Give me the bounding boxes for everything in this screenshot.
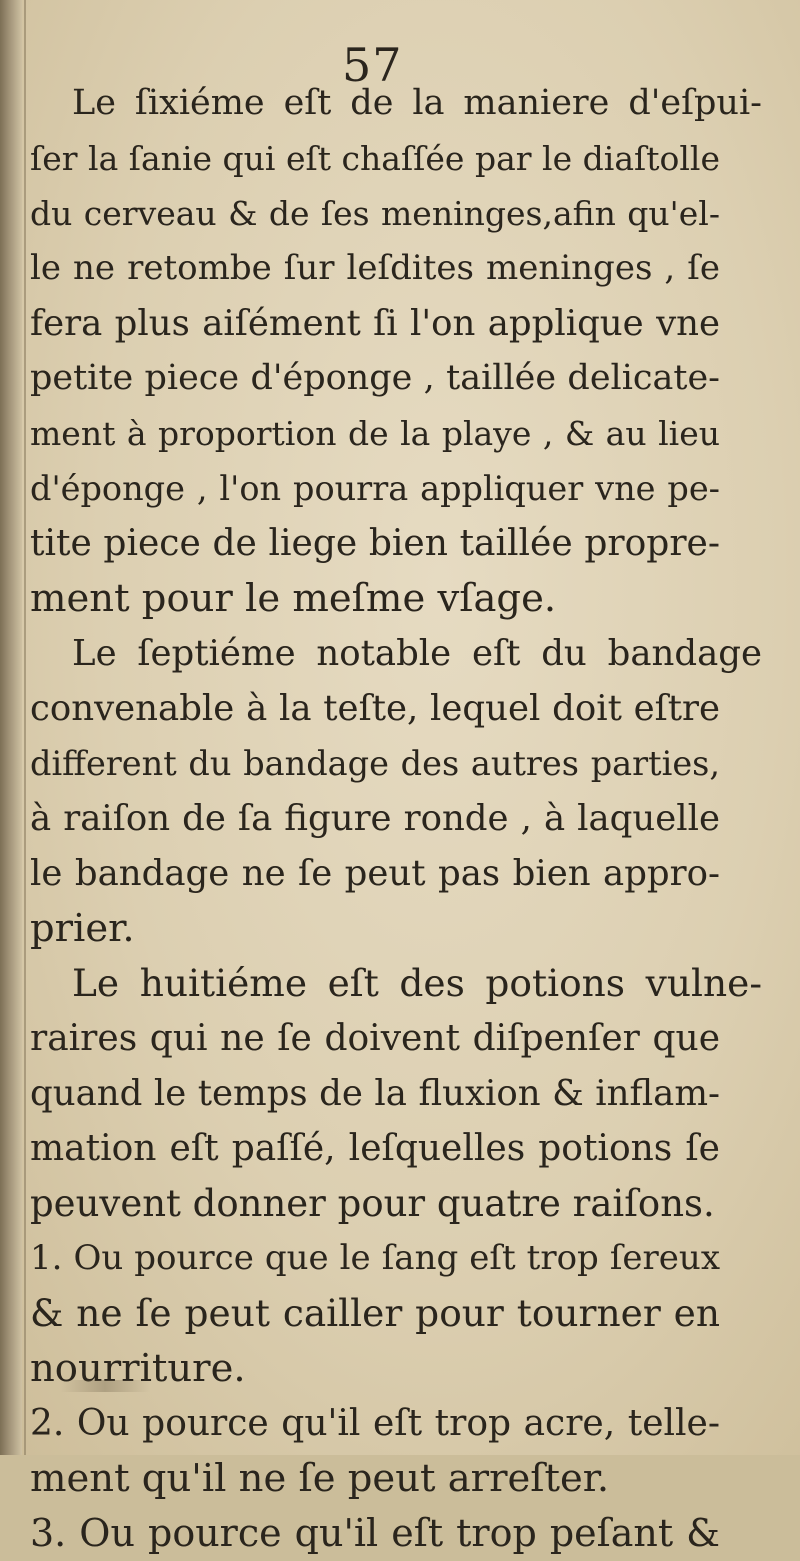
- text-line: mation eſt paſſé, leſquelles potions ſe: [30, 1128, 720, 1169]
- text-line: petite piece d'éponge , taillée delicate-: [30, 358, 720, 398]
- text-line: d'éponge , l'on pourra appliquer vne pe-: [30, 469, 720, 508]
- text-line: convenable à la teſte, lequel doit eſtre: [30, 688, 720, 729]
- text-line: nourriture.: [30, 1346, 246, 1391]
- text-line: peuvent donner pour quatre raiſons.: [30, 1182, 715, 1225]
- text-line: ment pour le meſme vſage.: [30, 576, 557, 621]
- body-text: [30, 76, 762, 1561]
- text-line: le bandage ne ſe peut pas bien appro-: [30, 853, 720, 894]
- text-line: le ne retombe ſur leſdites meninges , ſe: [30, 248, 720, 288]
- text-line: prier.: [30, 906, 135, 951]
- text-line: quand le temps de la fluxion & inflam-: [30, 1073, 720, 1114]
- ink-smudge: [60, 1380, 150, 1392]
- text-line: Le ſeptiéme notable eſt du bandage: [72, 633, 762, 674]
- text-line: & ne ſe peut cailler pour tourner en: [30, 1291, 720, 1335]
- text-line: tite piece de liege bien taillée propre-: [30, 523, 720, 564]
- page-binding-edge: [24, 0, 26, 1455]
- text-line: à raiſon de ſa figure ronde , à laquelle: [30, 798, 720, 839]
- text-line: ſer la ſanie qui eſt chaſſée par le diaſtolle: [30, 139, 720, 178]
- page-gutter-shadow: [0, 0, 22, 1455]
- text-line: 3. Ou pource qu'il eſt trop peſant &: [30, 1511, 720, 1555]
- text-line: ment à proportion de la playe , & au lieu: [30, 414, 720, 453]
- text-line: Le huitiéme eſt des potions vulne-: [72, 961, 762, 1005]
- text-line: 2. Ou pource qu'il eſt trop acre, telle-: [30, 1403, 720, 1444]
- text-line: fera plus aiſément ſi l'on applique vne: [30, 303, 720, 344]
- text-line: Le ſixiéme eſt de la maniere d'eſpui-: [72, 83, 762, 123]
- text-line: du cerveau & de ſes meninges,afin qu'el-: [30, 194, 720, 233]
- text-line: raires qui ne ſe doivent diſpenſer que: [30, 1018, 720, 1059]
- text-line: different du bandage des autres parties,: [30, 744, 720, 783]
- page-number: 57: [342, 38, 403, 92]
- text-line: 1. Ou pource que le ſang eſt trop ſereux: [30, 1238, 720, 1278]
- text-line: ment qu'il ne ſe peut arreſter.: [30, 1456, 610, 1501]
